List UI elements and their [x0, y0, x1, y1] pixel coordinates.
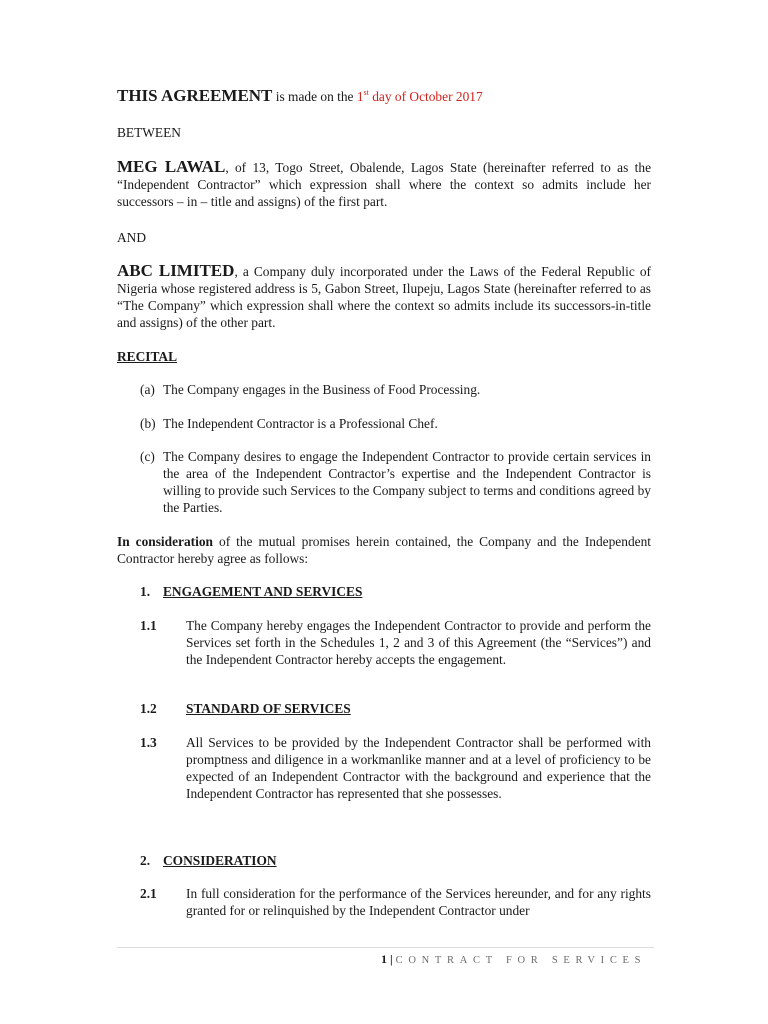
party-2-description: , a Company duly incorporated under the Laws of the Federal Republic of Nigeria whose registered address is 5, Gabon Street, Ilupeju, Lagos State (hereinafter referred to as “The Company” which expression shall where the context so admits include its successors-in-title and assigns) of the other part.: [117, 264, 651, 330]
recital-item-b: [140, 415, 651, 432]
recital-text: The Independent Contractor is a Professional Chef.: [163, 416, 438, 431]
section-1-title: ENGAGEMENT AND SERVICES: [163, 584, 363, 599]
recital-heading: RECITAL: [117, 349, 178, 364]
page-number: 1: [381, 952, 387, 966]
party-1-paragraph: [117, 158, 651, 210]
footer-title: CONTRACT FOR SERVICES: [395, 955, 647, 966]
party-1-name: MEG LAWAL: [117, 157, 226, 176]
date-day: 1: [356, 89, 364, 104]
section-1-number: 1.: [140, 584, 151, 599]
footer-separator: |: [387, 952, 396, 966]
footer-divider: [117, 947, 654, 948]
consideration-intro: [117, 533, 651, 567]
clause-2-1-text: In full consideration for the performance of the Services hereunder, and for any rights granted for or relinquished by the Independent Contractor under: [186, 886, 651, 918]
agreement-title: THIS AGREEMENT: [117, 86, 273, 105]
agreement-intro: [117, 87, 651, 105]
between-label: BETWEEN: [117, 125, 181, 140]
consideration-text: of the mutual promises herein contained, the Company and the Independent Contractor hereby agree as follows:: [117, 534, 652, 566]
clause-1-3-number: 1.3: [140, 735, 157, 750]
intro-text: is made on the: [272, 89, 357, 104]
recital-text: The Company desires to engage the Independent Contractor to provide certain services in the area of the Independent Contractor’s expertise and the Independent Contractor is willing to provide such Services to the Company subject to terms and conditions agreed by the Parties.: [163, 449, 651, 515]
recital-item-a: [140, 381, 651, 398]
recital-label: (a): [140, 382, 155, 397]
recital-label: (c): [140, 449, 155, 464]
clause-1-1-number: 1.1: [140, 618, 157, 633]
date-suffix: st: [363, 88, 369, 97]
clause-1-2-number: 1.2: [140, 701, 157, 716]
clause-1-2-title: STANDARD OF SERVICES: [186, 701, 351, 716]
section-2-number: 2.: [140, 853, 151, 868]
clause-1-1-text: The Company hereby engages the Independent Contractor to provide and perform the Services set forth in the Schedules 1, 2 and 3 of this Agreement (the “Services”) and the Independent Contractor hereby accepts the engagement.: [186, 618, 651, 667]
party-2-name: ABC LIMITED: [117, 261, 235, 280]
party-1-description: , of 13, Togo Street, Obalende, Lagos State (hereinafter referred to as the “Independent Contractor” which expression shall where the context so admits include her successors – in – title and assigns) of the first part.: [117, 160, 652, 209]
clause-2-1-number: 2.1: [140, 886, 157, 901]
recital-item-c: [140, 448, 651, 516]
recital-text: The Company engages in the Business of Food Processing.: [163, 382, 481, 397]
page-footer: [381, 951, 646, 969]
consideration-lead: In consideration: [117, 534, 214, 549]
recital-label: (b): [140, 416, 156, 431]
party-2-paragraph: [117, 262, 651, 331]
section-2-title: CONSIDERATION: [163, 853, 277, 868]
clause-1-3-text: All Services to be provided by the Independent Contractor shall be performed with promptness and diligence in a workmanlike manner and at a level of proficiency to be expected of an Independent Contractor with the background and experience that the Independent Contractor has represented that she possesses.: [186, 735, 651, 801]
date-rest: day of October 2017: [368, 89, 483, 104]
agreement-date: [357, 89, 483, 104]
and-label: AND: [117, 230, 147, 245]
